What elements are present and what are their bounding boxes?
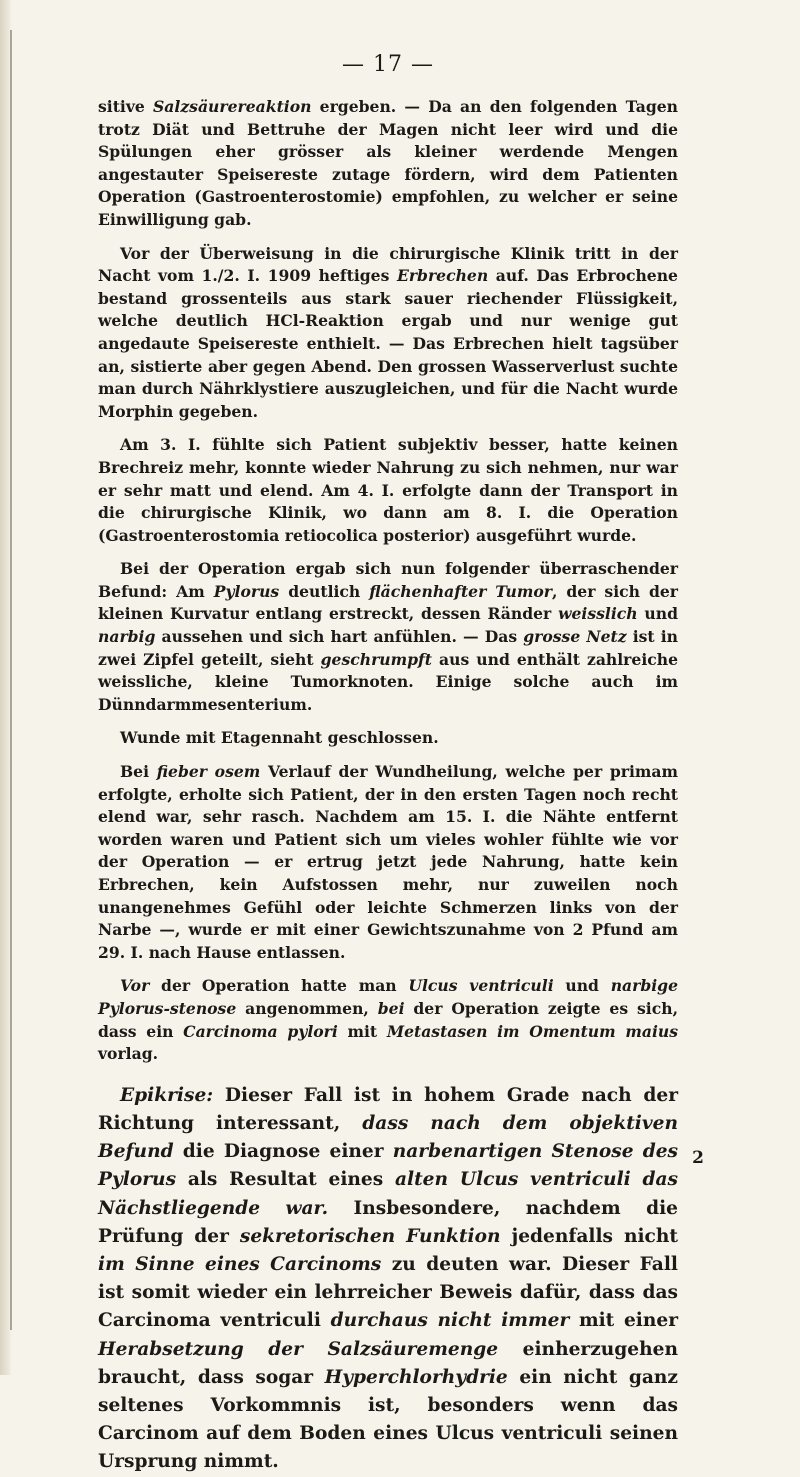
paragraph-3: Am 3. I. fühlte sich Patient subjektiv besser, hatte keinen Brechreiz mehr, konnte wieder Nahrung zu sich nehmen, nur war er sehr matt und elend. Am 4. I. erfolgte dann der Transport in die chirurgische Klinik, wo dann am 8. I. die Operation (Gastroenterostomia retiocolica posterior) ausgeführt wurde. [98, 435, 678, 545]
paragraph-5: Wunde mit Etagennaht geschlossen. [120, 728, 439, 748]
signature-number: 2 [692, 1148, 704, 1168]
paragraph-2: Vor der Überweisung in die chirurgische Klinik tritt in der Nacht vom 1./2. I. 1909 heftiges Erbrechen auf. Das Erbrochene bestand grossenteils aus stark sauer riechender Flüssigkeit, welche deutlich HCl-Reaktion ergab und nur wenige gut angedaute Speisereste enthielt. — Das Erbrechen hielt tagsüber an, sistierte aber gegen Abend. Den grossen Wasserverlust suchte man durch Nährklystiere auszugleichen, und für die Nacht wurde Morphin gegeben. [98, 243, 678, 421]
body-text [98, 96, 678, 1066]
binding-line [10, 30, 12, 1330]
epikrise-section [98, 1082, 678, 1477]
paragraph-1: sitive Salzsäurereaktion ergeben. — Da an den folgenden Tagen trotz Diät und Bettruhe der Magen nicht leer wird und die Spülungen eher grösser als kleiner werdende Mengen angestauter Speisereste zutage fördern, wird dem Patienten Operation (Gastroenterostomie) empfohlen, zu welcher er seine Einwilligung gab. [98, 97, 678, 229]
page-header: — 17 — [342, 52, 434, 77]
paragraph-4: Bei der Operation ergab sich nun folgender überraschender Befund: Am Pylorus deutlich flächenhafter Tumor, der sich der kleinen Kurvatur entlang erstreckt, dessen Ränder weisslich und narbig aussehen und sich hart anfühlen. — Das grosse Netz ist in zwei Zipfel geteilt, sieht geschrumpft aus und enthält zahlreiche weissliche, kleine Tumorknoten. Einige solche auch im Dünndarmmesenterium. [98, 559, 679, 714]
paragraph-6: Bei fieber osem Verlauf der Wundheilung, welche per primam erfolgte, erholte sich Patient, der in den ersten Tagen noch recht elend war, sehr rasch. Nachdem am 15. I. die Nähte entfernt worden waren und Patient sich um vieles wohler fühlte wie vor der Operation — er ertrug jetzt jede Nahrung, hatte kein Erbrechen, kein Aufstossen mehr, nur zuweilen noch unangenehmes Gefühl oder leichte Schmerzen links von der Narbe —, wurde er mit einer Gewichtszunahme von 2 Pfund am 29. I. nach Hause entlassen. [98, 762, 678, 962]
document-page [98, 0, 678, 1477]
epikrise-paragraph: Epikrise: Dieser Fall ist in hohem Grade nach der Richtung interessant, dass nach dem objektiven Befund die Diagnose einer narbenartigen Stenose des Pylorus als Resultat eines alten Ulcus ventriculi das Nächstliegende war. Insbesondere, nachdem die Prüfung der sekretorischen Funktion jedenfalls nicht im Sinne eines Carcinoms zu deuten war. Dieser Fall ist somit wieder ein lehrreicher Beweis dafür, dass das Carcinoma ventriculi durchaus nicht immer mit einer Herabsetzung der Salzsäuremenge einherzugehen braucht, dass sogar Hyperchlorhydrie ein nicht ganz seltenes Vorkommnis ist, besonders wenn das Carcinom auf dem Boden eines Ulcus ventriculi seinen Ursprung nimmt. [98, 1084, 679, 1473]
paragraph-7: Vor der Operation hatte man Ulcus ventriculi und narbige Pylorus-stenose angenommen, bei der Operation zeigte es sich, dass ein Carcinoma pylori mit Metastasen im Omentum maius vorlag. [98, 976, 679, 1064]
